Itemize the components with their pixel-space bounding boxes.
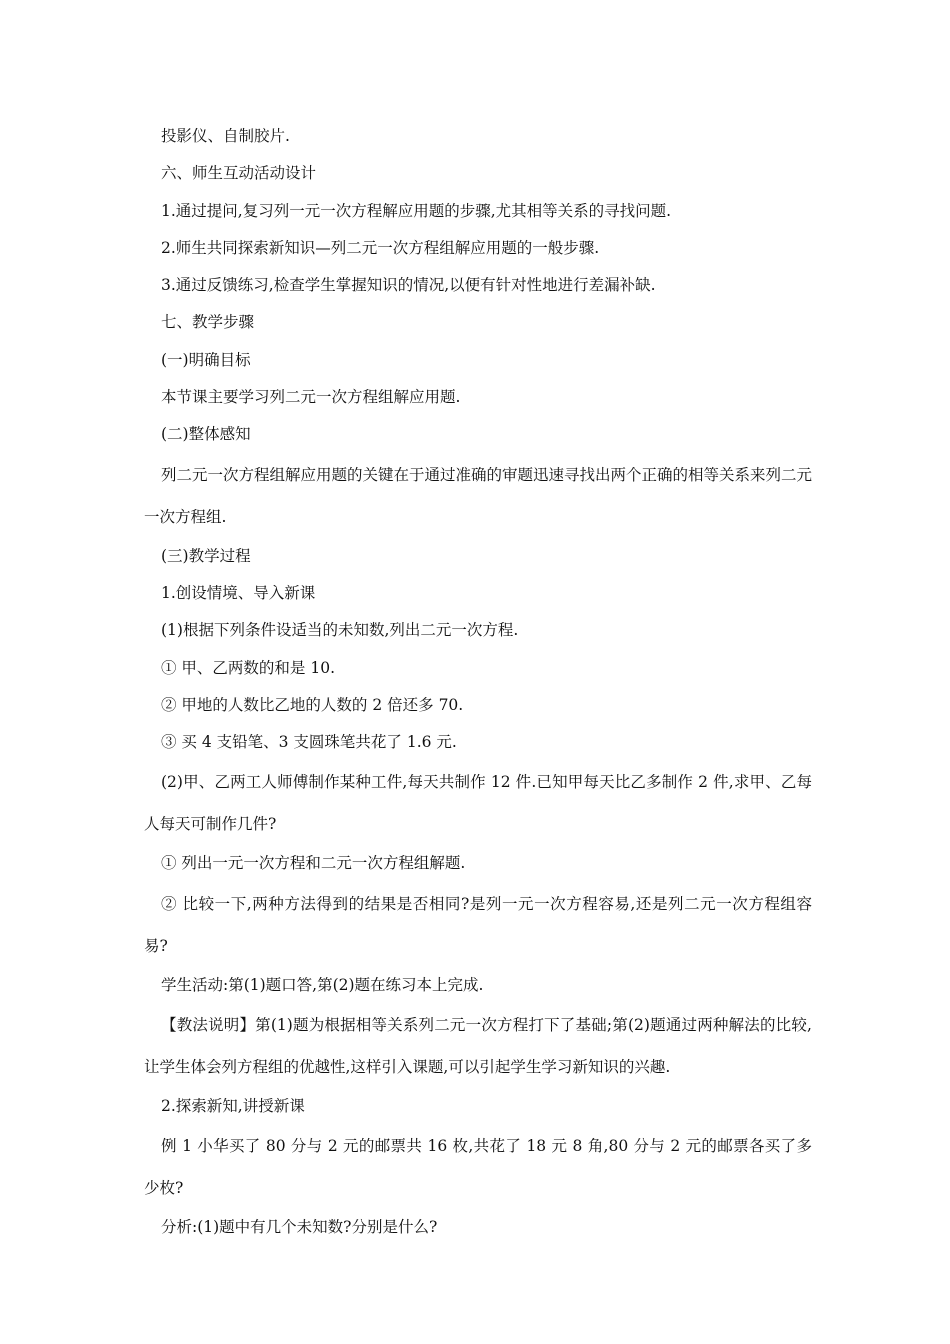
paragraph-create-situation: 1.创设情境、导入新课 (161, 583, 316, 602)
paragraph-goal: 本节课主要学习列二元一次方程组解应用题. (161, 388, 461, 407)
paragraph-analysis: 分析:(1)题中有几个未知数?分别是什么? (161, 1218, 438, 1237)
paragraph-key-point: 列二元一次方程组解应用题的关键在于通过准确的审题迅速寻找出两个正确的相等关系来列二元一次方程组. (144, 465, 813, 526)
list-item-2b: ② 比较一下,两种方法得到的结果是否相同?是列一元一次方程容易,还是列二元一次方程组容易? (144, 894, 812, 955)
paragraph-question-2: (2)甲、乙两工人师傅制作某种工件,每天共制作 12 件.已知甲每天比乙多制作 2 件,求甲、乙每人每天可制作几件? (144, 773, 812, 834)
paragraph-materials: 投影仪、自制胶片. (161, 127, 290, 145)
paragraph-interaction-3: 3.通过反馈练习,检查学生掌握知识的情况,以便有针对性地进行差漏补缺. (161, 276, 656, 295)
subheading-teaching-process: (三)教学过程 (161, 546, 251, 565)
subheading-clear-goals: (一)明确目标 (161, 350, 251, 369)
section-heading-interaction-design: 六、师生互动活动设计 (161, 164, 317, 183)
subheading-overall-perception: (二)整体感知 (161, 425, 251, 444)
document-body (144, 118, 812, 1247)
list-item-1a: ① 甲、乙两数的和是 10. (161, 658, 336, 677)
list-item-1c: ③ 买 4 支铅笔、3 支圆珠笔共花了 1.6 元. (161, 733, 457, 752)
list-item-2a: ① 列出一元一次方程和二元一次方程组解题. (161, 854, 466, 873)
paragraph-example-1: 例 1 小华买了 80 分与 2 元的邮票共 16 枚,共花了 18 元 8 角,80 分与 2 元的邮票各买了多少枚? (144, 1137, 812, 1198)
list-item-1b: ② 甲地的人数比乙地的人数的 2 倍还多 70. (161, 695, 464, 714)
section-heading-teaching-steps: 七、教学步骤 (161, 313, 255, 332)
paragraph-interaction-2: 2.师生共同探索新知识—列二元一次方程组解应用题的一般步骤. (161, 238, 600, 257)
paragraph-teaching-note: 【教法说明】第(1)题为根据相等关系列二元一次方程打下了基础;第(2)题通过两种解法的比较,让学生体会列方程组的优越性,这样引入课题,可以引起学生学习新知识的兴趣. (144, 1016, 812, 1077)
paragraph-student-activity: 学生活动:第(1)题口答,第(2)题在练习本上完成. (161, 975, 484, 994)
paragraph-question-1: (1)根据下列条件设适当的未知数,列出二元一次方程. (161, 621, 519, 640)
paragraph-explore-new: 2.探索新知,讲授新课 (161, 1097, 305, 1116)
paragraph-interaction-1: 1.通过提问,复习列一元一次方程解应用题的步骤,尤其相等关系的寻找问题. (161, 201, 672, 220)
